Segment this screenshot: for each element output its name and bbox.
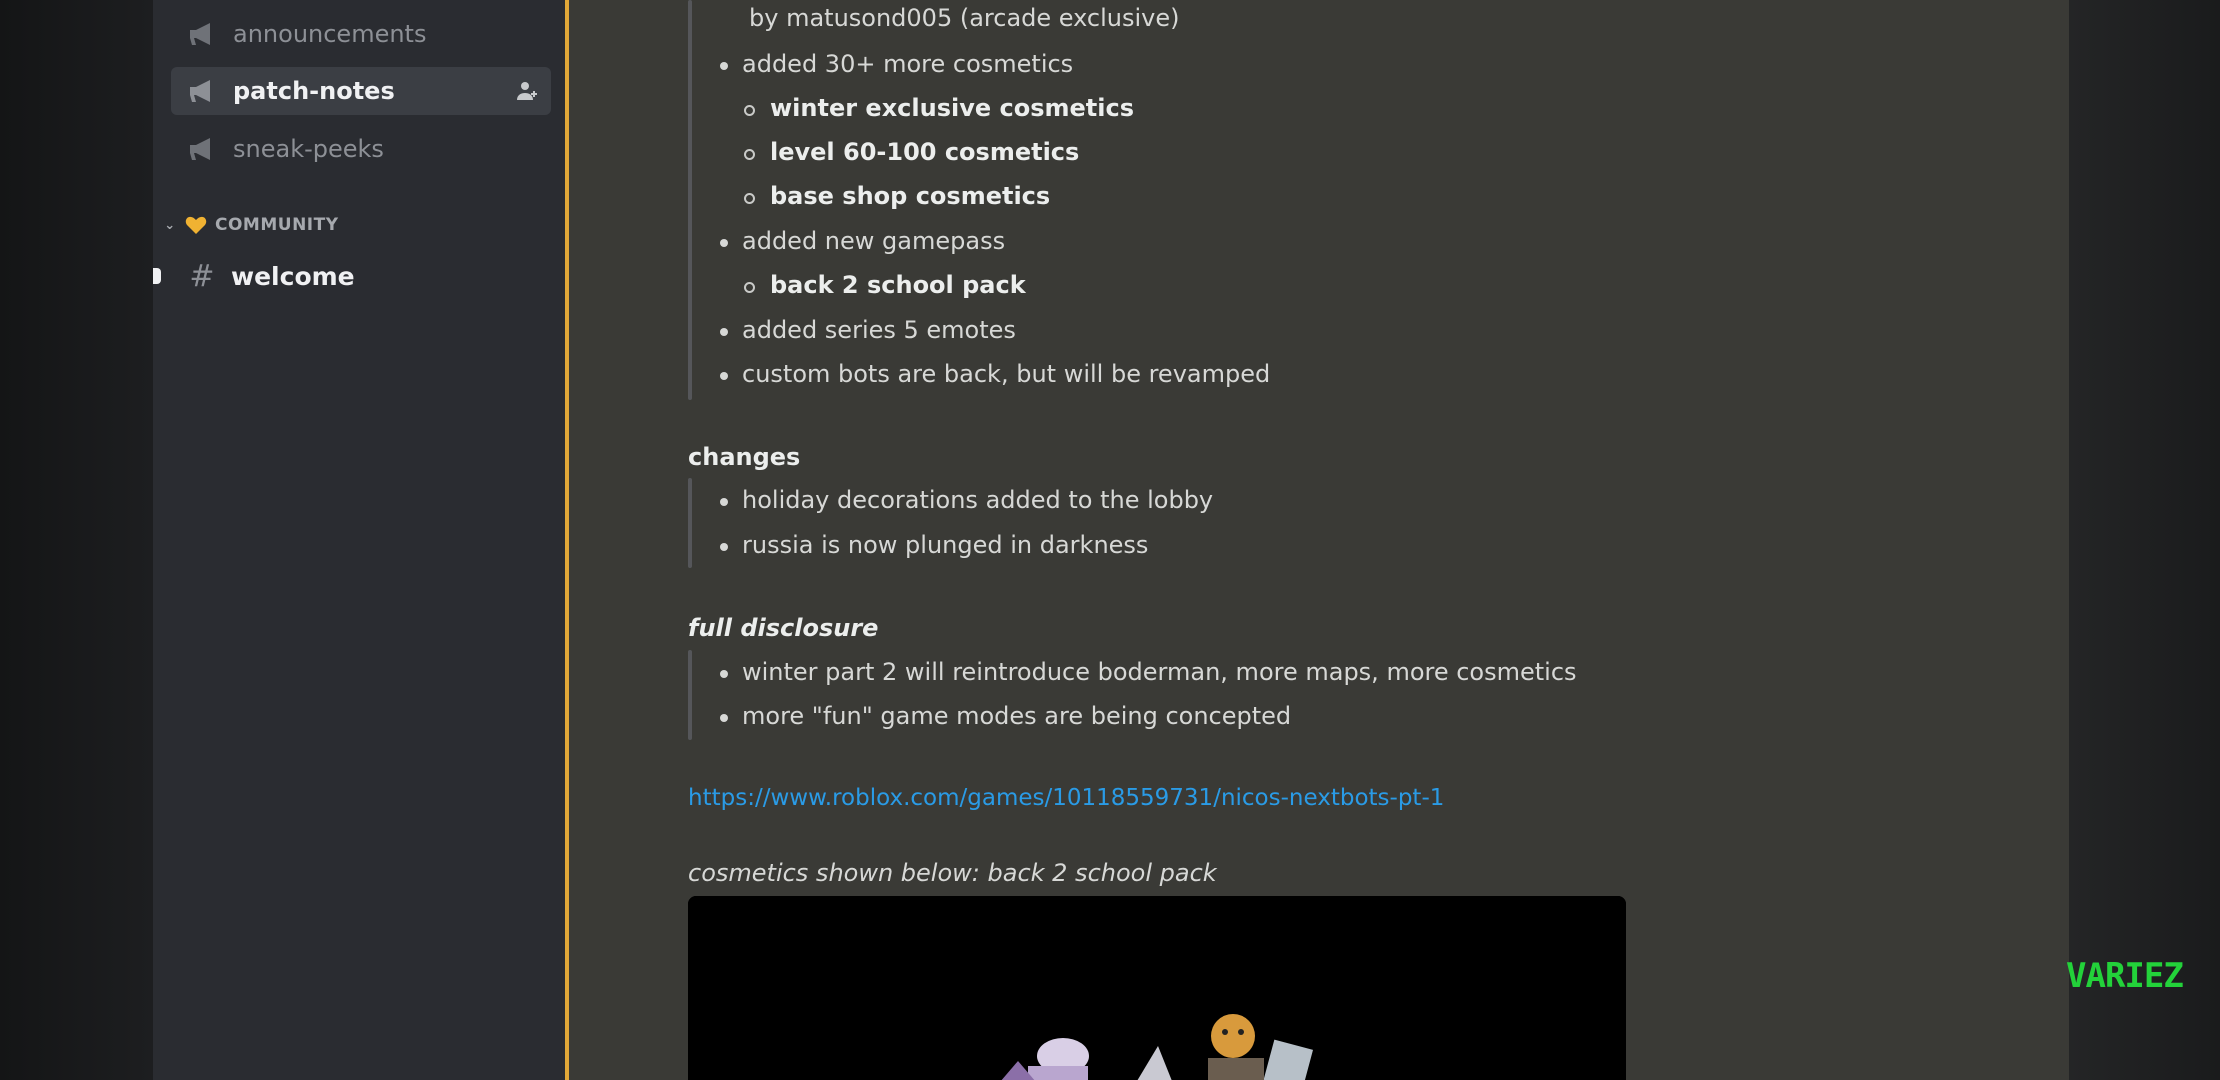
image-caption: cosmetics shown below: back 2 school pack [688, 859, 1217, 887]
list-item: added series 5 emotes [742, 316, 1016, 344]
section-heading-changes: changes [688, 443, 801, 471]
hash-icon: # [189, 258, 215, 294]
game-link[interactable]: https://www.roblox.com/games/10118559731/nicos-nextbots-pt-1 [688, 785, 1445, 811]
message-content [569, 0, 2069, 1080]
quote-bar [688, 0, 692, 400]
list-item: level 60-100 cosmetics [770, 138, 1080, 166]
section-heading-disclosure: full disclosure [688, 614, 879, 642]
category-community[interactable] [163, 213, 339, 237]
megaphone-icon [187, 135, 219, 163]
add-member-icon[interactable] [515, 79, 539, 103]
list-item: custom bots are back, but will be revamped [742, 360, 1271, 388]
bullet [720, 372, 728, 380]
channel-label: announcements [233, 20, 427, 48]
bullet [720, 498, 728, 506]
bullet [720, 328, 728, 336]
list-item: added 30+ more cosmetics [742, 50, 1074, 78]
bullet [720, 62, 728, 70]
list-item: added new gamepass [742, 227, 1006, 255]
bullet [720, 239, 728, 247]
channel-patch-notes[interactable] [171, 67, 551, 115]
list-item: russia is now plunged in darkness [742, 531, 1149, 559]
list-item: base shop cosmetics [770, 182, 1051, 210]
category-label: COMMUNITY [215, 215, 339, 235]
sub-bullet [744, 282, 755, 293]
bullet [720, 543, 728, 551]
watermark: VARIEZ [2066, 956, 2183, 996]
channel-sneak-peeks[interactable] [171, 125, 551, 173]
list-item: more "fun" game modes are being concepted [742, 702, 1292, 730]
list-item: winter part 2 will reintroduce boderman, more maps, more cosmetics [742, 658, 1577, 686]
video-frame-right [2069, 0, 2220, 1080]
chevron-down-icon: ⌄ [164, 217, 176, 233]
channel-sidebar [153, 0, 565, 1080]
channel-label: patch-notes [233, 77, 395, 105]
channel-welcome[interactable] [153, 252, 553, 300]
megaphone-icon [187, 20, 219, 48]
quote-bar [688, 650, 692, 740]
embedded-image[interactable] [688, 896, 1626, 1080]
sub-bullet [744, 105, 755, 116]
channel-announcements[interactable] [171, 10, 551, 58]
cosmetics-preview-image [688, 896, 1626, 1080]
channel-label: sneak-peeks [233, 135, 384, 163]
list-item: back 2 school pack [770, 271, 1026, 299]
list-item: winter exclusive cosmetics [770, 94, 1135, 122]
bullet [720, 670, 728, 678]
sub-bullet [744, 193, 755, 204]
heart-icon [185, 215, 207, 235]
megaphone-icon [187, 77, 219, 105]
quote-bar [688, 478, 692, 568]
unread-indicator [153, 268, 161, 284]
list-item: holiday decorations added to the lobby [742, 486, 1214, 514]
bullet [720, 714, 728, 722]
credit-line: by matusond005 (arcade exclusive) [749, 4, 1180, 32]
channel-label: welcome [231, 261, 355, 291]
video-frame-left [0, 0, 153, 1080]
sub-bullet [744, 149, 755, 160]
